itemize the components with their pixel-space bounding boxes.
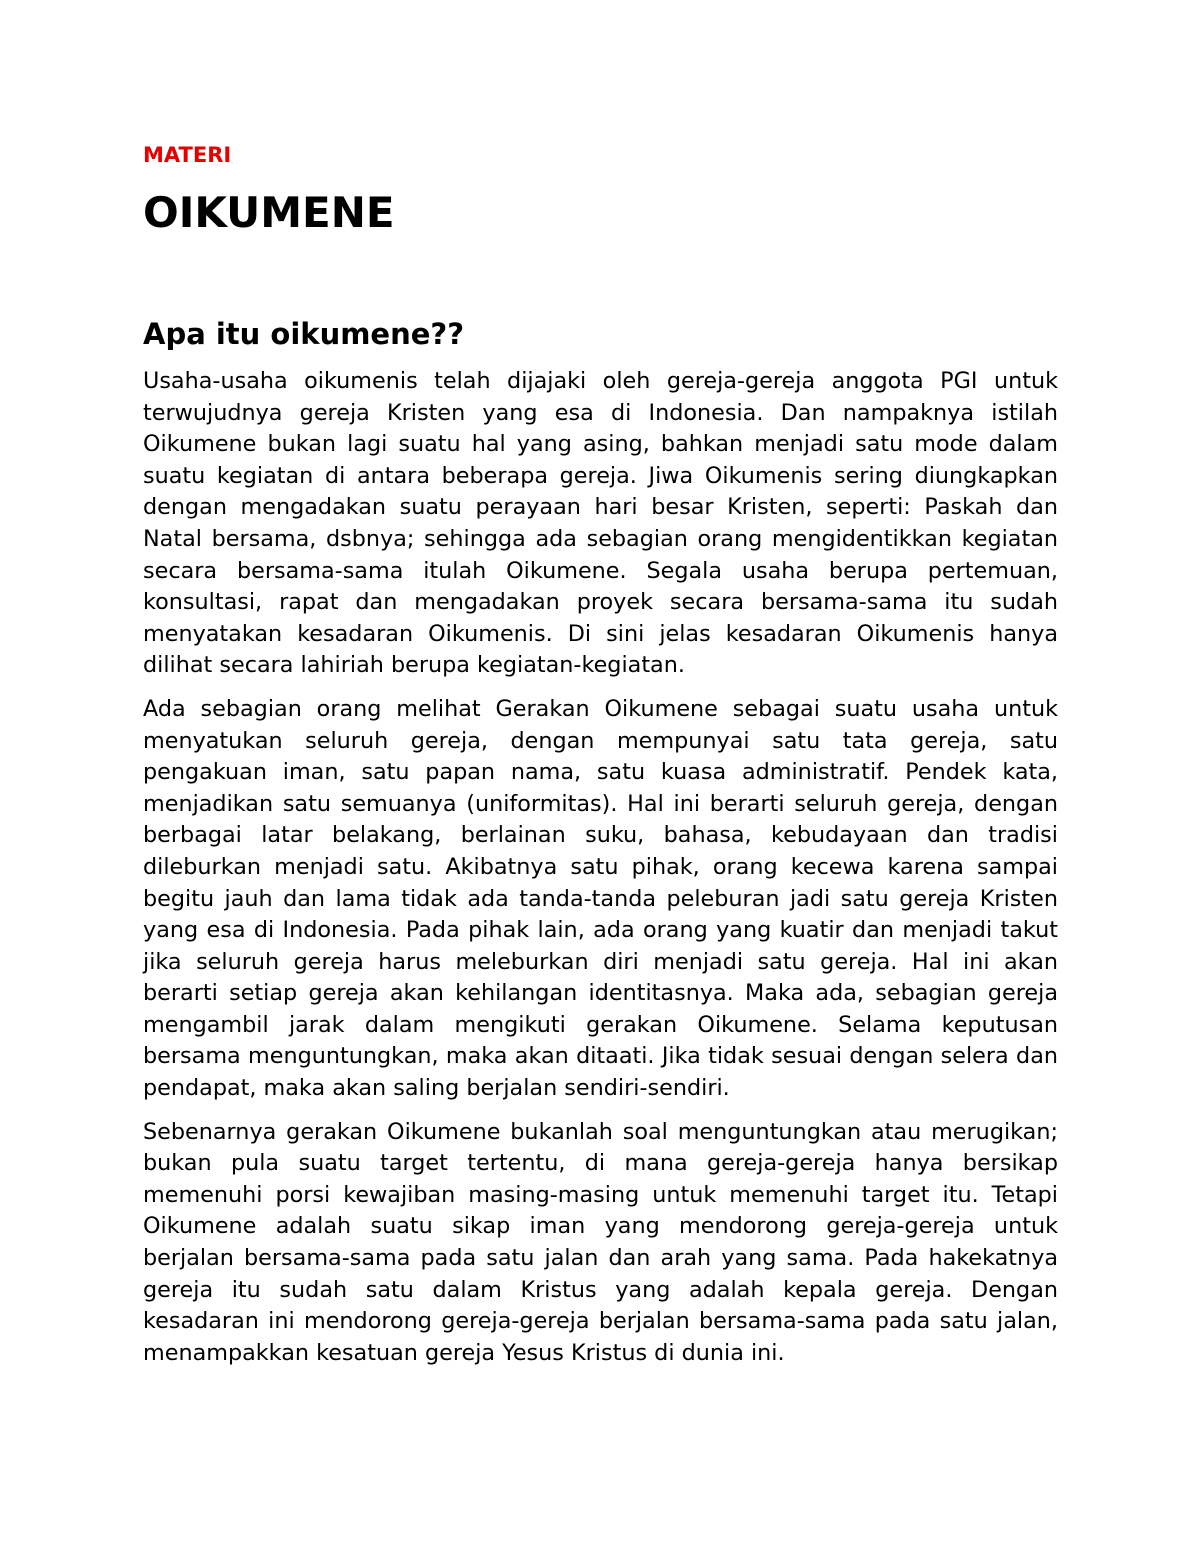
paragraph-3: Sebenarnya gerakan Oikumene bukanlah soal menguntungkan atau merugikan; bukan pula suatu target tertentu, di mana gereja-gereja hanya bersikap memenuhi porsi kewajiban masing-masing untuk memenuhi target itu. Tetapi Oikumene adalah suatu sikap iman yang mendorong gereja-gereja untuk berjalan bersama-sama pada satu jalan dan arah yang sama. Pada hakekatnya gereja itu sudah satu dalam Kristus yang adalah kepala gereja. Dengan kesadaran ini mendorong gereja-gereja berjalan bersama-sama pada satu jalan, menampakkan kesatuan gereja Yesus Kristus di dunia ini. [143,1118,1058,1366]
section-kicker: MATERI [143,143,232,167]
document-title: OIKUMENE [143,188,395,237]
document-page [143,140,1058,1381]
paragraph-2: Ada sebagian orang melihat Gerakan Oikumene sebagai suatu usaha untuk menyatukan seluruh gereja, dengan mempunyai satu tata gereja, satu pengakuan iman, satu papan nama, satu kuasa administratif. Pendek kata, menjadikan satu semuanya (uniformitas). Hal ini berarti seluruh gereja, dengan berbagai latar belakang, berlainan suku, bahasa, kebudayaan dan tradisi dileburkan menjadi satu. Akibatnya satu pihak, orang kecewa karena sampai begitu jauh dan lama tidak ada tanda-tanda peleburan jadi satu gereja Kristen yang esa di Indonesia. Pada pihak lain, ada orang yang kuatir dan menjadi takut jika seluruh gereja harus meleburkan diri menjadi satu gereja. Hal ini akan berarti setiap gereja akan kehilangan identitasnya. Maka ada, sebagian gereja mengambil jarak dalam mengikuti gerakan Oikumene. Selama keputusan bersama menguntungkan, maka akan ditaati. Jika tidak sesuai dengan selera dan pendapat, maka akan saling berjalan sendiri-sendiri. [143,695,1058,1102]
paragraph-1: Usaha-usaha oikumenis telah dijajaki oleh gereja-gereja anggota PGI untuk terwujudnya gereja Kristen yang esa di Indonesia. Dan nampaknya istilah Oikumene bukan lagi suatu hal yang asing, bahkan menjadi satu mode dalam suatu kegiatan di antara beberapa gereja. Jiwa Oikumenis sering diungkapkan dengan mengadakan suatu perayaan hari besar Kristen, seperti: Paskah dan Natal bersama, dsbnya; sehingga ada sebagian orang mengidentikkan kegiatan secara bersama-sama itulah Oikumene. Segala usaha berupa pertemuan, konsultasi, rapat dan mengadakan proyek secara bersama-sama itu sudah menyatakan kesadaran Oikumenis. Di sini jelas kesadaran Oikumenis hanya dilihat secara lahiriah berupa kegiatan-kegiatan. [143,368,1058,679]
section-heading: Apa itu oikumene?? [143,317,465,351]
